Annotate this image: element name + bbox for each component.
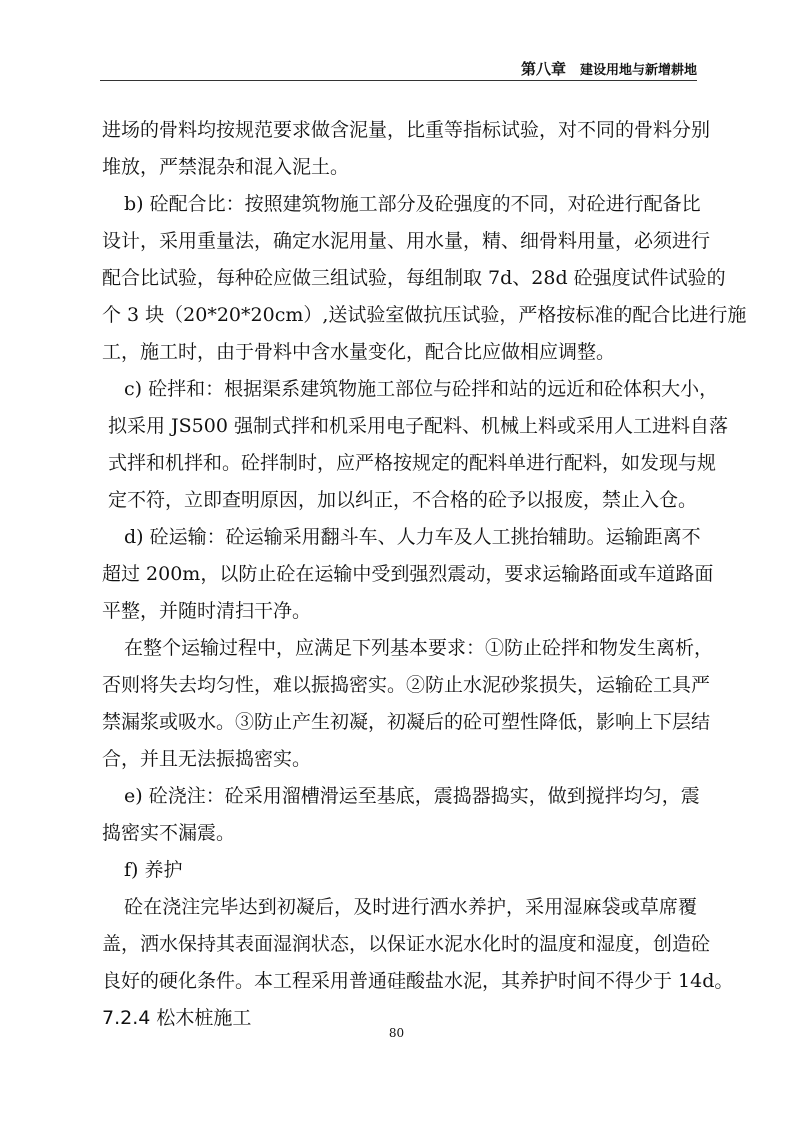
text-line: 捣密实不漏震。 — [102, 822, 236, 844]
text-line: 进场的骨料均按规范要求做含泥量，比重等指标试验，对不同的骨料分别 — [102, 119, 711, 141]
section-heading: 7.2.4 松木桩施工 — [102, 1007, 252, 1029]
text-line: 否则将失去均匀性，难以振捣密实。②防止水泥砂浆损失，运输砼工具严 — [102, 674, 711, 696]
text-line: 设计，采用重量法，确定水泥用量、用水量，精、细骨料用量，必须进行 — [102, 230, 711, 252]
text-line: 禁漏浆或吸水。③防止产生初凝，初凝后的砼可塑性降低，影响上下层结 — [102, 711, 711, 733]
text-line: 式拌和机拌和。砼拌制时，应严格按规定的配料单进行配料，如发现与规 — [108, 452, 717, 474]
text-line: 在整个运输过程中，应满足下列基本要求：①防止砼拌和物发生离析， — [124, 637, 714, 659]
text-line: e) 砼浇注：砼采用溜槽滑运至基底，震捣器捣实，做到搅拌均匀，震 — [124, 785, 700, 807]
chapter-label: 第八章 — [520, 60, 566, 78]
text-line: 平整，并随时清扫干净。 — [102, 600, 312, 622]
text-line: f) 养护 — [124, 859, 183, 881]
text-line: 合，并且无法振捣密实。 — [102, 748, 312, 770]
text-line: 工，施工时，由于骨料中含水量变化，配合比应做相应调整。 — [102, 341, 616, 363]
text-line: 超过 200m，以防止砼在运输中受到强烈震动，要求运输路面或车道路面 — [102, 563, 714, 585]
text-line: 盖，洒水保持其表面湿润状态，以保证水泥水化时的温度和湿度，创造砼 — [102, 933, 711, 955]
chapter-title: 建设用地与新增耕地 — [579, 63, 697, 78]
running-header — [521, 58, 697, 79]
body-text — [102, 112, 747, 1037]
text-line: 定不符，立即查明原因，加以纠正，不合格的砼予以报废，禁止入仓。 — [108, 489, 698, 511]
text-line: 堆放，严禁混杂和混入泥土。 — [102, 156, 350, 178]
header-rule — [100, 80, 697, 81]
text-line: c) 砼拌和：根据渠系建筑物施工部位与砼拌和站的远近和砼体积大小， — [124, 378, 719, 400]
text-line: 个 3 块（20*20*20cm）,送试验室做抗压试验，严格按标准的配合比进行施 — [102, 304, 747, 326]
page-number: 80 — [388, 1026, 405, 1040]
text-line: 配合比试验，每种砼应做三组试验，每组制取 7d、28d 砼强度试件试验的 — [102, 267, 726, 289]
text-line: b) 砼配合比：按照建筑物施工部分及砼强度的不同，对砼进行配备比 — [124, 193, 701, 215]
text-line: 良好的硬化条件。本工程采用普通硅酸盐水泥，其养护时间不得少于 14d。 — [102, 970, 734, 992]
text-line: 砼在浇注完毕达到初凝后，及时进行洒水养护，采用湿麻袋或草席覆 — [124, 896, 697, 918]
text-line: 拟采用 JS500 强制式拌和机采用电子配料、机械上料或采用人工进料自落 — [108, 415, 728, 437]
text-line: d) 砼运输：砼运输采用翻斗车、人力车及人工挑抬辅助。运输距离不 — [124, 526, 701, 548]
